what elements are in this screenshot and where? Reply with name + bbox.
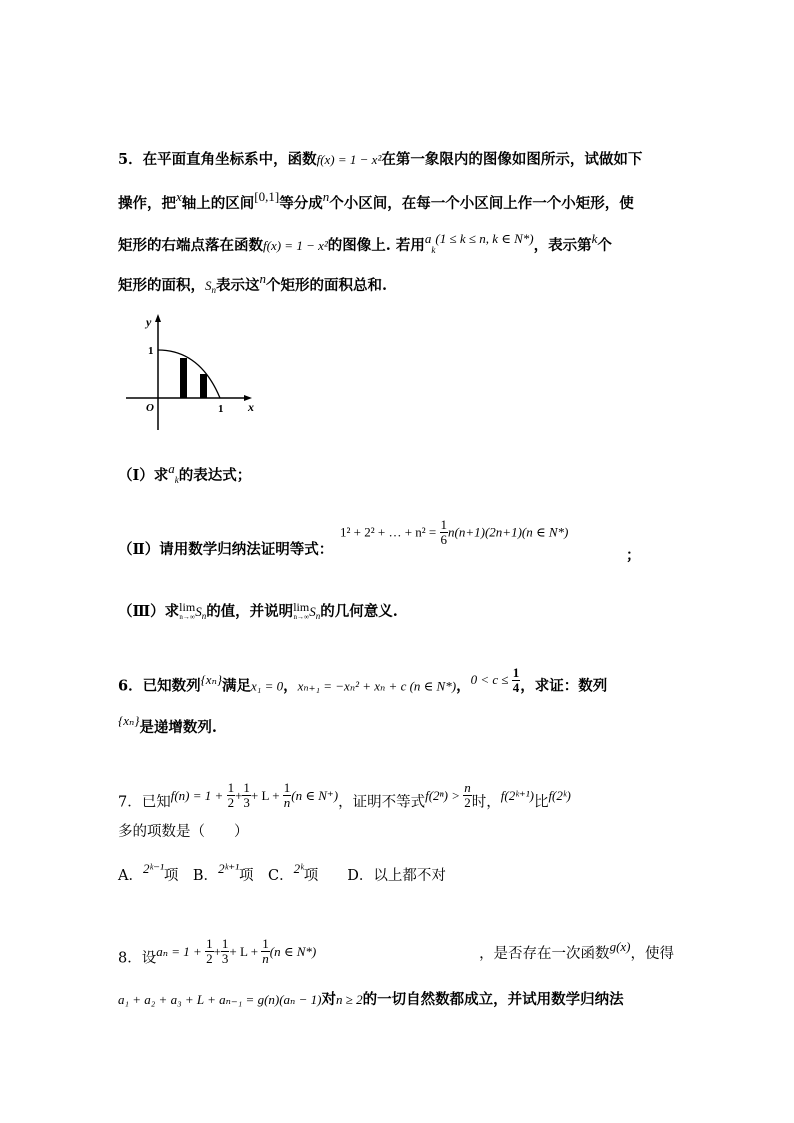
q8-line1: 8．设aₙ = 1 + $\frac{1}{2}$ + $\frac{1}{3}$ + L + $\frac{1}{n}$ (n ∈ N*) ，是否存在一次函数g(x)，使得	[118, 936, 674, 967]
q5-line3: 矩形的右端点落在函数f(x) = 1 − x²的图像上. 若用$a_k(1 \le k \le n$, k ∈ N*)，表示第k个	[118, 231, 612, 255]
q5-part3: （Ⅲ）求lim n→∞ $S_n$的值，并说明lim n→∞ $S_n$的几何意义.	[118, 600, 398, 621]
q5-part2: （Ⅱ）请用数学归纳法证明等式：	[118, 541, 334, 558]
q5-part1: （Ⅰ）求$a_k$的表达式；	[118, 461, 252, 485]
q5-interval: [0,1]	[254, 189, 280, 204]
rect-2	[200, 374, 207, 398]
curve	[158, 350, 220, 398]
graph-y-label: y	[146, 315, 152, 329]
lim-2: lim n→∞	[293, 600, 310, 621]
q7-line1: 7．已知f(n) = 1 + $\frac{1}{2}$ + $\frac{1}{3}$ + L + $\frac{1}{n}$ (n ∈ N⁺)，证明不等式f(2ⁿ) > $\frac{n}{2}$ 时，f(2ᵏ⁺¹)比f(2ᵏ)	[118, 780, 571, 811]
graph-origin: O	[146, 402, 154, 414]
q6-line1: 6．已知数列{xₙ}满足x₁ = 0，xₙ₊₁ = −xₙ² + xₙ + c (n ∈ N*)，0 < c ≤ $\frac{1}{4}$ ，求证：数列	[118, 665, 608, 695]
graph-one-y: 1	[148, 345, 154, 357]
q7-line2: 多的项数是（ ）	[118, 824, 249, 840]
q7-options: A．2ᵏ⁻¹项 B．2ᵏ⁺¹项 C．2ᵏ项 D．以上都不对	[118, 861, 446, 884]
q5-line1: 5．在平面直角坐标系中，函数f(x) = 1 − x²在第一象限内的图像如图所示，试做如下	[118, 151, 643, 168]
q5-part2-end: ；	[626, 547, 641, 564]
q8-line2: a₁ + a₂ + a₃ + L + aₙ₋₁ = g(n)(aₙ − 1)对n ≥ 2的一切自然数都成立，并试用数学归纳法	[118, 991, 624, 1008]
q5-func-1: f(x) = 1 − x²	[316, 152, 382, 167]
q5-func-2: f(x) = 1 − x²	[263, 238, 328, 253]
q5-graph	[120, 312, 260, 437]
q5-cond: (1 ≤ k ≤ n, k ∈ N*)	[435, 231, 534, 246]
y-arrow	[155, 314, 161, 322]
graph-x-label: x	[248, 400, 254, 414]
rect-1	[180, 358, 187, 398]
q6-line2: {xₙ}是递增数列.	[118, 713, 217, 736]
q5-line4: 矩形的面积，$S_n$表示这n个矩形的面积总和.	[118, 271, 388, 295]
lim-1: lim n→∞	[179, 600, 196, 621]
q5-part2-formula: 1² + 2² + … + n² = $\frac{1}{6}$ n(n+1)(2n+1)(n ∈ N*)	[340, 517, 569, 547]
q5-line2: 操作，把x轴上的区间[0,1]等分成n个小区间，在每一个小区间上作一个小矩形，使	[118, 189, 634, 212]
graph-one-x: 1	[218, 403, 224, 415]
